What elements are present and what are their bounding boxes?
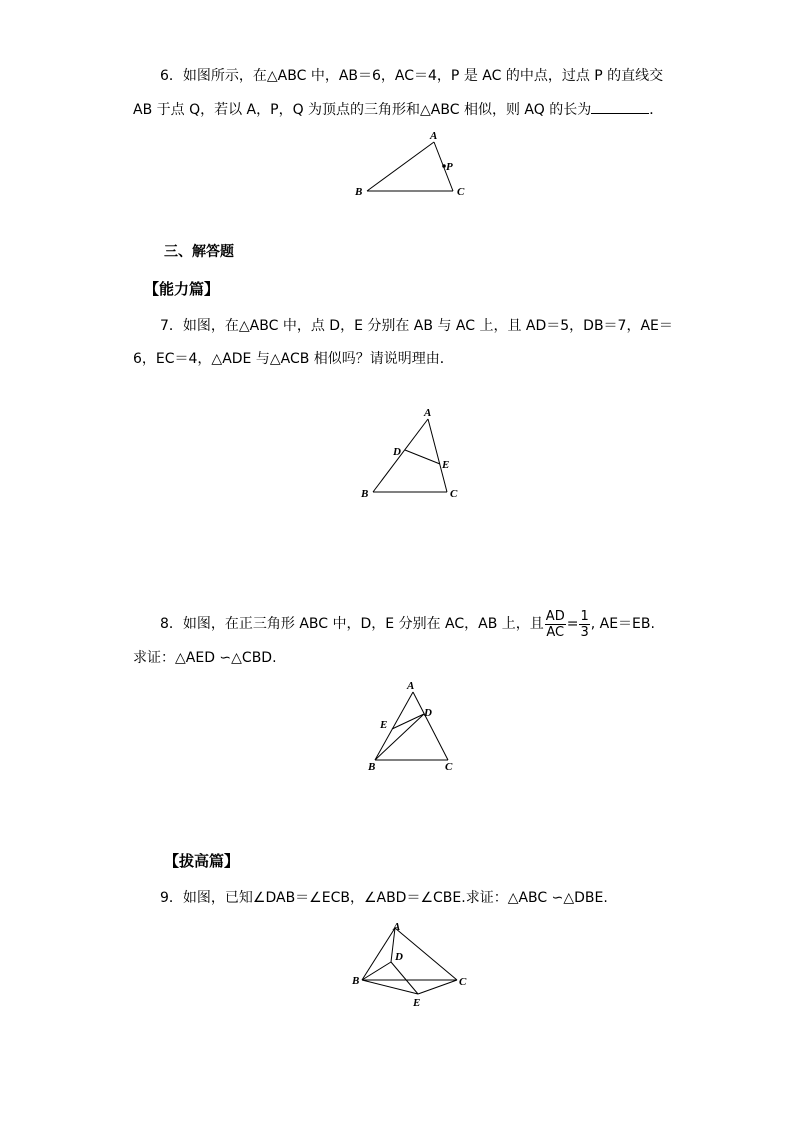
q6-triangle-figure (345, 128, 475, 200)
label-d: D (393, 446, 401, 458)
segment-de (391, 962, 418, 994)
q6-text-line2 (133, 99, 663, 120)
advanced-heading: 【拔高篇】 (164, 852, 240, 870)
section-title: 三、解答题 (164, 244, 234, 260)
label-c: C (459, 976, 467, 988)
label-b: B (352, 975, 360, 987)
q9-text-line1: 9．如图，已知∠DAB＝∠ECB，∠ABD＝∠CBE.求证：△ABC ∽△DBE. (160, 890, 608, 906)
segment-ac (413, 692, 448, 760)
q8-text-line2: 求证：△AED ∽△CBD. (133, 650, 277, 666)
segment-de (405, 450, 440, 464)
label-e: E (413, 997, 421, 1009)
label-a: A (430, 130, 438, 142)
fraction-numerator: 1 (580, 608, 589, 624)
segment-ec (418, 980, 457, 994)
q8-text-pre: 8．如图，在正三角形 ABC 中，D，E 分别在 AC，AB 上，且 (160, 616, 544, 632)
fraction-denominator: 3 (580, 624, 589, 640)
label-e: E (442, 459, 450, 471)
q6-text-line2-pre: AB 于点 Q，若以 A，P，Q 为顶点的三角形和△ABC 相似，则 AQ 的长为 (133, 102, 592, 118)
label-d: D (395, 951, 403, 963)
label-c: C (457, 186, 465, 198)
label-c: C (445, 761, 453, 773)
segment-bd (362, 962, 391, 980)
label-b: B (361, 488, 369, 500)
label-d: D (424, 707, 432, 719)
label-a: A (393, 921, 401, 933)
segment-ab (367, 142, 434, 191)
label-p: P (446, 161, 453, 173)
fraction-denominator: AC (546, 624, 565, 640)
ability-heading: 【能力篇】 (144, 280, 220, 298)
q6-text-line1: 6．如图所示，在△ABC 中，AB＝6，AC＝4，P 是 AC 的中点，过点 P 的直线交 (160, 68, 664, 84)
label-b: B (368, 761, 376, 773)
segment-ac (395, 928, 457, 980)
label-a: A (424, 407, 432, 419)
segment-ab (362, 928, 395, 980)
answer-blank[interactable] (591, 99, 649, 114)
q8-text-line1 (160, 608, 655, 640)
fraction-one-third (579, 609, 589, 640)
label-b: B (355, 186, 363, 198)
fraction-ad-ac (545, 609, 566, 640)
label-a: A (407, 680, 415, 692)
fraction-numerator: AD (545, 608, 565, 624)
q9-quadrilateral-figure (345, 918, 475, 1013)
q7-text-line2: 6，EC＝4，△ADE 与△ACB 相似吗？请说明理由． (133, 351, 454, 367)
q6-text-line2-post: ． (649, 102, 664, 118)
segment-ac (428, 419, 450, 492)
q8-text-post: , AE＝EB. (590, 616, 655, 632)
q8-triangle-figure (360, 678, 465, 773)
label-e: E (380, 719, 388, 731)
equals-sign: = (566, 616, 579, 632)
label-c: C (450, 488, 458, 500)
q7-text-line1: 7．如图，在△ABC 中，点 D，E 分别在 AB 与 AC 上，且 AD＝5，DB＝7，AE＝ (160, 318, 673, 334)
q7-triangle-figure (355, 405, 465, 505)
segment-be (362, 980, 418, 994)
